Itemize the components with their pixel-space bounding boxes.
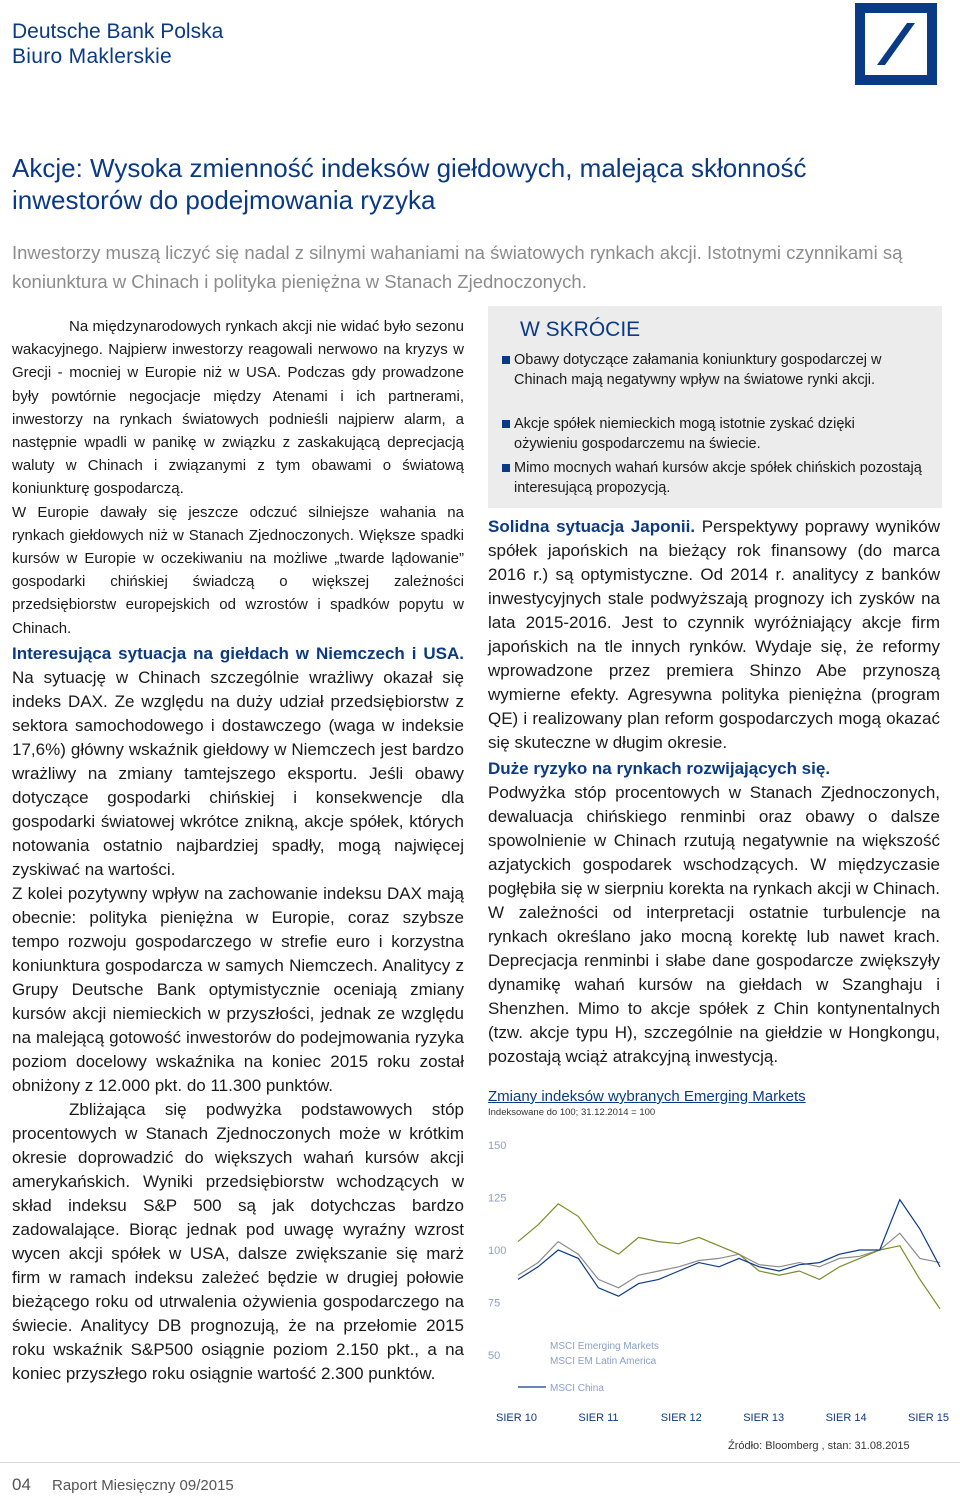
y-tick-label: 125 — [488, 1192, 507, 1205]
left-paragraph-1: Na międzynarodowych rynkach akcji nie widać było sezonu wakacyjnego. Najpierw inwestorzy reagowali nerwowo na kryzys w Grecji - mocniej w Europie niż w USA. Podczas gdy prowadzone były powtórnie negocjacje między Atenami i ich partnerami, inwestorzy na rynkach światowych podnieśli najpierw alarm, a następnie wpadli w panikę w związku z zaskakującą deprecjacją waluty w Chinach i związanymi z tym obawami o światową koniunkturę gospodarczą. — [12, 318, 464, 498]
summary-item-2: Akcje spółek niemieckich mogą istotnie zyskać dzięki ożywieniu gospodarczemu na świecie. — [514, 416, 855, 452]
series-line-0 — [518, 1233, 940, 1288]
chart-source: Źródło: Bloomberg , stan: 31.08.2015 — [728, 1440, 910, 1452]
bullet-icon — [502, 420, 510, 428]
footer-divider — [0, 1462, 960, 1463]
section-heading-emerging — [488, 757, 940, 781]
legend-entry: MSCI EM Latin America — [550, 1356, 657, 1367]
section-heading-japan: Solidna sytuacja Japonii. — [488, 517, 696, 536]
series-line-2 — [518, 1200, 940, 1297]
bullet-icon — [502, 356, 510, 364]
article-intro: Inwestorzy muszą liczyć się nadal z silnymi wahaniami na światowych rynkach akcji. Istotnymi czynnikami są koniunktura w Chinach i polityka pieniężna w Stanach Zjednoczonych. — [12, 242, 903, 292]
left-paragraph-4: Z kolei pozytywny wpływ na zachowanie indeksu DAX mają obecnie: polityka pieniężna w Europie, coraz szybsze tempo rozwoju gospodarczego w strefie euro i korzystna koniunktura gospodarcza w samych Niemczech. Analitycy z Grupy Deutsche Bank optymistycznie oceniają zmiany kursów akcji niemieckich w przyszłości, jednak ze względu na malejącą gotowość inwestorów do podejmowania ryzyka poziom docelowy wskaźnika na koniec 2015 roku został obniżony z 12.000 pkt. do 11.300 punktów. — [12, 883, 464, 1095]
summary-item-3: Mimo mocnych wahań kursów akcje spółek chińskich pozostają interesującą propozycją. — [514, 460, 922, 496]
right-column — [488, 515, 940, 1069]
right-column-japan — [488, 515, 940, 755]
brand-name: Deutsche Bank Polska — [12, 20, 224, 43]
chart-subtitle: Indeksowane do 100; 31.12.2014 = 100 — [488, 1107, 656, 1118]
right-paragraph-1: Perspektywy poprawy wyników spółek japońskich na bieżący rok finansowy (do marca 2016 r.) są optymistyczne. Od 2014 r. analitycy z banków inwestycyjnych stale podwyższają prognozy ich zysków na lata 2015-2016. Jest to czynnik wyróżniający akcje firm japońskich na tle innych rynków. Wydaje się, że reformy wprowadzone przez premiera Shinzo Abe przynoszą wymierne efekty. Agresywna polityka pieniężna (program QE) i realizowany plan reform gospodarczych mogą okazać się skuteczne w długim okresie. — [488, 517, 940, 752]
y-tick-label: 100 — [488, 1245, 507, 1257]
x-tick-label: SIER 10 — [496, 1412, 537, 1424]
legend-entry: MSCI China — [550, 1383, 604, 1394]
page-number: 04 — [12, 1475, 31, 1494]
left-paragraph-5: Zbliżająca się podwyżka podstawowych stóp procentowych w Stanach Zjednoczonych może w krótkim okresie doprowadzić do większych wahań kursów akcji amerykańskich. Wyniki przedsiębiorstw wchodzących w skład indeksu S&P 500 są jak dotychczas bardzo zadowalające. Biorąc jednak pod uwagę wyraźny wzrost wycen akcji spółek w USA, dalsze zwiększanie się marż firm w ramach indeksu zależeć będzie w drugiej połowie bieżącego roku od utrwalenia ożywienia gospodarczego na świecie. Analitycy DB prognozują, że na przełomie 2015 roku wskaźnik S&P500 osiągnie poziom 2.150 pkt., a na koniec przyszłego roku osiągnie wartość 2.300 punktów. — [12, 1099, 464, 1383]
report-name: Raport Miesięczny 09/2015 — [52, 1477, 234, 1494]
y-tick-label: 150 — [488, 1140, 507, 1152]
x-tick-label: SIER 13 — [743, 1412, 785, 1424]
summary-title: W SKRÓCIE — [520, 318, 641, 341]
y-tick-label: 50 — [488, 1350, 501, 1362]
x-tick-label: SIER 15 — [908, 1412, 949, 1424]
x-tick-label: SIER 11 — [578, 1412, 619, 1424]
deutsche-bank-logo — [855, 3, 937, 85]
logo-icon — [855, 3, 937, 85]
article-title: Akcje: Wysoka zmienność indeksów giełdowych, malejąca skłonność inwestorów do podejmowania ryzyka — [12, 153, 807, 215]
bullet-icon — [502, 464, 510, 472]
chart-title: Zmiany indeksów wybranych Emerging Markets — [488, 1088, 806, 1105]
left-paragraph-3: Na sytuację w Chinach szczególnie wrażliwy okazał się indeks DAX. Ze względu na duży udział przedsiębiorstw z sektora samochodowego i dostawczego (waga w indeksie 17,6%) główny wskaźnik giełdowy w Niemczech jest bardzo wrażliwy na zmiany tamtejszego eksportu. Jeśli obawy dotyczące gospodarki chińskiej i konsekwencje dla gospodarki światowej wkrótce znikną, akcje spółek, których notowania ostatnio najbardziej spadły, mogą najwięcej zyskiwać na wartości. — [12, 667, 464, 879]
left-column-body — [12, 642, 464, 882]
legend-entry: MSCI Emerging Markets — [550, 1341, 659, 1352]
left-paragraph-2: W Europie dawały się jeszcze odczuć silniejsze wahania na rynkach giełdowych niż w Stanach Zjednoczonych. Większe spadki kursów w Europie w oczekiwaniu na możliwe „twarde lądowanie” gospodarki chińskiej świadczą o większej zależności przedsiębiorstw europejskich od wzrostów i spadków popytu w Chinach. — [12, 503, 464, 637]
section-heading-germany-usa: Interesująca sytuacja na giełdach w Niemczech i USA. — [12, 643, 464, 663]
summary-item-1: Obawy dotyczące załamania koniunktury gospodarczej w Chinach mają negatywny wpływ na światowe rynki akcji. — [514, 352, 882, 388]
x-tick-label: SIER 14 — [825, 1412, 867, 1424]
x-tick-label: SIER 12 — [660, 1412, 702, 1424]
right-paragraph-2: Podwyżka stóp procentowych w Stanach Zjednoczonych, dewaluacja chińskiego renminbi oraz obawy o dalsze spowolnienie w Chinach rzutują negatywnie na większość azjatyckich gospodarek wschodzących. W międzyczasie pogłębiła się w sierpniu korekta na rynkach akcji w Chinach. W zależności od interpretacji ostatnie turbulencje na rynkach określano jako mocną korektę lub nawet krach. Deprecjacja renminbi i słabe dane gospodarcze zwiększyły dynamikę wahań kursów na giełdach w Szanghaju i Shenzhen. Mimo to akcje spółek z Chin kontynentalnych (tzw. akcje typu H), szczególnie na giełdzie w Hongkongu, pozostają wciąż atrakcyjną inwestycją. — [488, 783, 940, 1066]
section-heading-emerging-text: Duże ryzyko na rynkach rozwijających się. — [488, 759, 831, 778]
y-tick-label: 75 — [488, 1297, 501, 1310]
emerging-markets-chart — [488, 1125, 950, 1435]
brand-subtitle: Biuro Maklerskie — [12, 45, 173, 68]
left-column — [12, 315, 464, 1386]
